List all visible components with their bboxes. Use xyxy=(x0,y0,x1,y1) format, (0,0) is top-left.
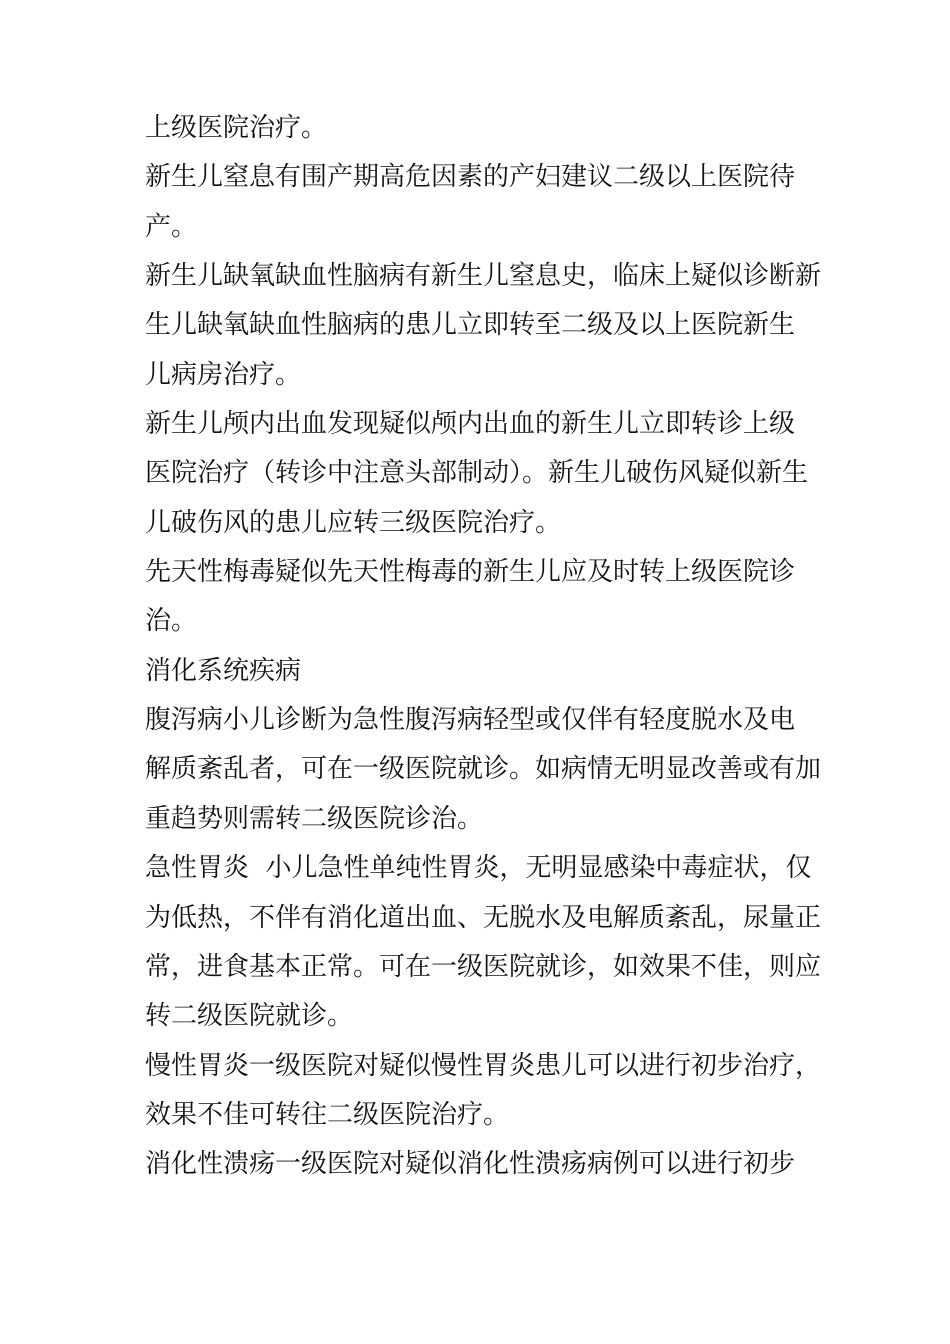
text-line: 消化性溃疡一级医院对疑似消化性溃疡病例可以进行初步 xyxy=(145,1149,796,1180)
document-body xyxy=(145,104,822,1190)
text-line: 为低热，不伴有消化道出血、无脱水及电解质紊乱，尿量正 xyxy=(145,902,822,933)
text-line: 解质紊乱者，可在一级医院就诊。如病情无明显改善或有加 xyxy=(145,754,822,785)
text-line: 产。 xyxy=(145,211,198,242)
text-line: 生儿缺氧缺血性脑病的患儿立即转至二级及以上医院新生 xyxy=(145,310,796,341)
text-line: 腹泻病小儿诊断为急性腹泻病轻型或仅伴有轻度脱水及电 xyxy=(145,705,796,736)
text-line: 儿破伤风的患儿应转三级医院治疗。 xyxy=(145,507,562,538)
text-line: 医院治疗（转诊中注意头部制动）。新生儿破伤风疑似新生 xyxy=(145,458,809,489)
text-line: 上级医院治疗。 xyxy=(145,113,328,143)
text-line: 儿病房治疗。 xyxy=(145,359,302,390)
text-line: 急性胃炎 小儿急性单纯性胃炎，无明显感染中毒症状，仅 xyxy=(145,853,812,884)
text-line: 慢性胃炎一级医院对疑似慢性胃炎患儿可以进行初步治疗， xyxy=(145,1050,822,1081)
text-line: 新生儿缺氧缺血性脑病有新生儿窒息史，临床上疑似诊断新 xyxy=(145,261,822,292)
text-line: 效果不佳可转往二级医院治疗。 xyxy=(145,1099,510,1130)
text-line: 新生儿窒息有围产期高危因素的产妇建议二级以上医院待 xyxy=(145,162,796,193)
text-line: 新生儿颅内出血发现疑似颅内出血的新生儿立即转诊上级 xyxy=(145,409,796,440)
text-line: 常，进食基本正常。可在一级医院就诊，如效果不佳，则应 xyxy=(145,951,822,982)
text-line: 先天性梅毒疑似先天性梅毒的新生儿应及时转上级医院诊 xyxy=(145,557,796,588)
text-line: 转二级医院就诊。 xyxy=(145,1001,354,1032)
section-heading: 消化系统疾病 xyxy=(145,655,302,686)
text-line: 治。 xyxy=(145,606,198,637)
text-line: 重趋势则需转二级医院诊治。 xyxy=(145,803,484,834)
